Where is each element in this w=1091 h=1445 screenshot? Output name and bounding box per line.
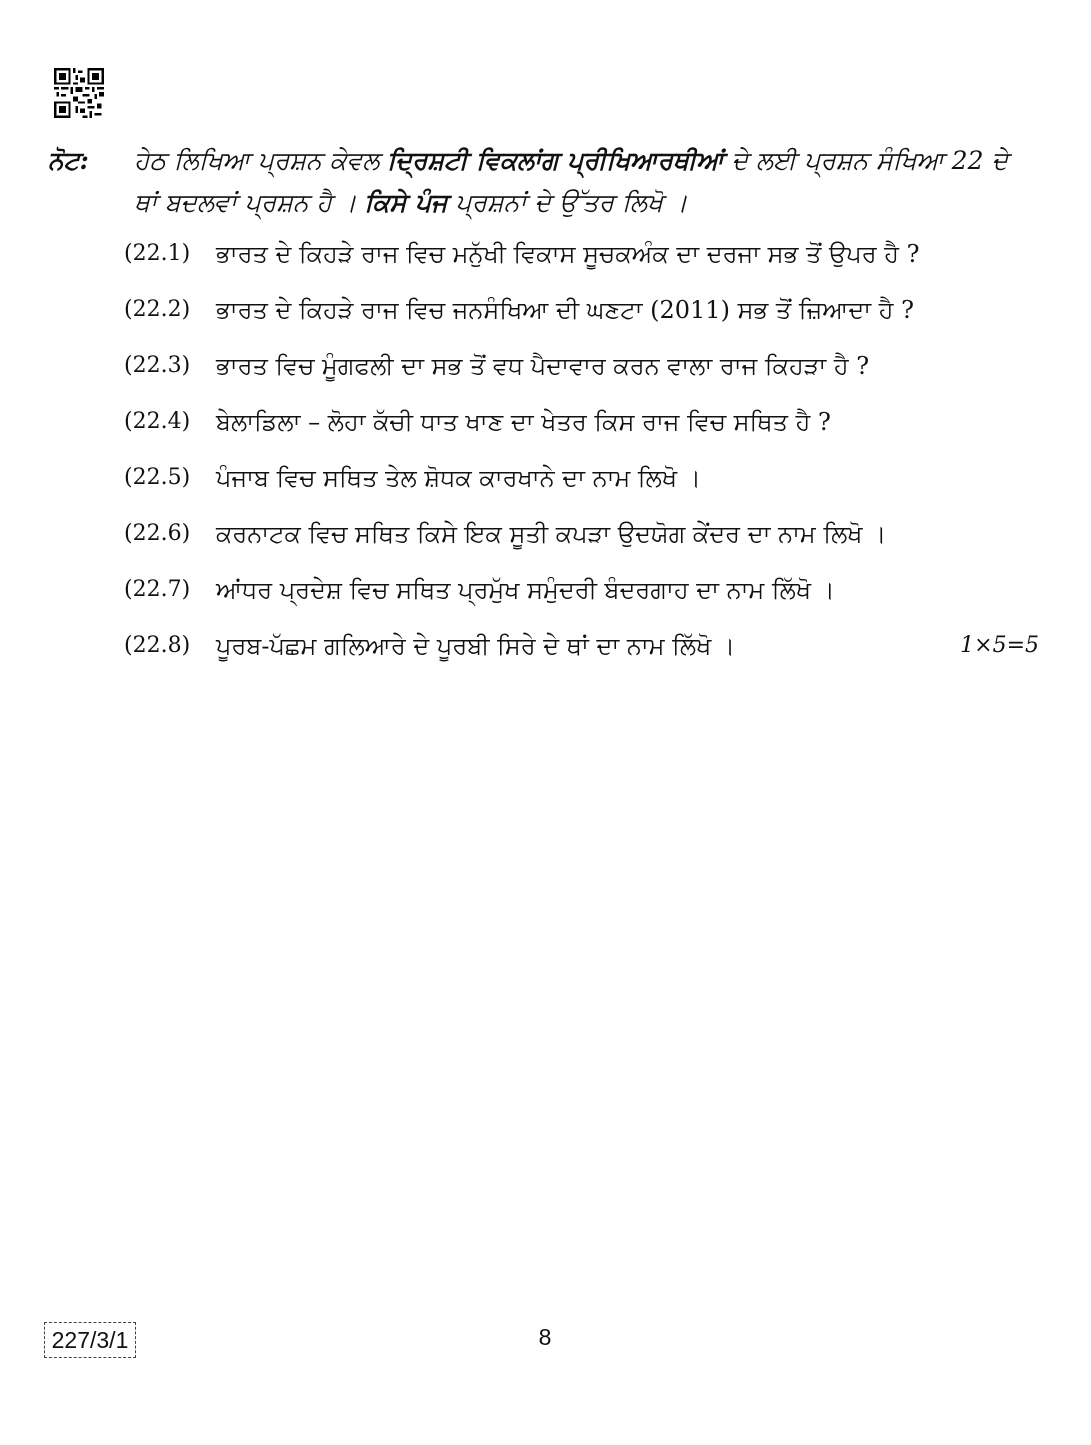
question-text: ਭਾਰਤ ਵਿਚ ਮੂੰਗਫਲੀ ਦਾ ਸਭ ਤੋਂ ਵਧ ਪੈਦਾਵਾਰ ਕਰਨ ਵਾਲਾ ਰਾਜ ਕਿਹੜਾ ਹੈ ? — [216, 352, 870, 380]
question-item — [124, 232, 1039, 276]
note-text-part: ਦੇ ਲਈ ਪ੍ਰਸ਼ਨ ਸੰਖਿਆ 22 ਦੇ ਥਾਂ ਬਦਲਵਾਂ ਪ੍ਰਸ਼ਨ ਹੈ । — [134, 146, 1009, 217]
note-text-part: ਪ੍ਰਸ਼ਨਾਂ ਦੇ ਉੱਤਰ ਲਿਖੋ । — [447, 188, 688, 217]
question-text: ਬੇਲਾਡਿਲਾ – ਲੋਹਾ ਕੱਚੀ ਧਾਤ ਖਾਣ ਦਾ ਖੇਤਰ ਕਿਸ ਰਾਜ ਵਿਚ ਸਥਿਤ ਹੈ ? — [216, 408, 831, 436]
question-text: ਭਾਰਤ ਦੇ ਕਿਹੜੇ ਰਾਜ ਵਿਚ ਮਨੁੱਖੀ ਵਿਕਾਸ ਸੂਚਕਅੰਕ ਦਾ ਦਰਜਾ ਸਭ ਤੋਂ ਉਪਰ ਹੈ ? — [216, 240, 920, 268]
qr-code-icon — [54, 68, 104, 118]
question-text: ਕਰਨਾਟਕ ਵਿਚ ਸਥਿਤ ਕਿਸੇ ਇਕ ਸੂਤੀ ਕਪੜਾ ਉਦਯੋਗ ਕੇਂਦਰ ਦਾ ਨਾਮ ਲਿਖੋ । — [216, 520, 887, 548]
note-text — [134, 140, 1008, 224]
question-item — [124, 288, 1039, 332]
question-item — [124, 512, 1039, 556]
question-number: (22.8) — [124, 633, 191, 658]
question-list — [124, 232, 1039, 680]
question-number: (22.5) — [124, 465, 191, 490]
note-emphasis: ਕਿਸੇ ਪੰਜ — [364, 188, 448, 217]
question-text: ਪੰਜਾਬ ਵਿਚ ਸਥਿਤ ਤੇਲ ਸ਼ੋਧਕ ਕਾਰਖਾਨੇ ਦਾ ਨਾਮ ਲਿਖੋ । — [216, 464, 701, 492]
note-emphasis: ਦ੍ਰਿਸ਼ਟੀ ਵਿਕਲਾਂਗ ਪ੍ਰੀਖਿਆਰਥੀਆਂ — [387, 146, 724, 175]
question-item — [124, 456, 1039, 500]
question-text: ਆਂਧਰ ਪ੍ਰਦੇਸ਼ ਵਿਚ ਸਥਿਤ ਪ੍ਰਮੁੱਖ ਸਮੁੰਦਰੀ ਬੰਦਰਗਾਹ ਦਾ ਨਾਮ ਲਿੱਖੋ । — [216, 576, 835, 604]
question-number: (22.4) — [124, 409, 191, 434]
question-item — [124, 344, 1039, 388]
paper-code: 227/3/1 — [44, 1322, 136, 1358]
page-number: 8 — [538, 1324, 552, 1350]
question-number: (22.1) — [124, 241, 191, 266]
marks-label: 1×5=5 — [960, 633, 1039, 658]
question-number: (22.2) — [124, 297, 191, 322]
question-text: ਪੂਰਬ-ਪੱਛਮ ਗਲਿਆਰੇ ਦੇ ਪੂਰਬੀ ਸਿਰੇ ਦੇ ਥਾਂ ਦਾ ਨਾਮ ਲਿੱਖੋ । — [216, 632, 736, 660]
instruction-note — [48, 140, 1008, 224]
question-item — [124, 568, 1039, 612]
question-number: (22.6) — [124, 521, 191, 546]
question-text: ਭਾਰਤ ਦੇ ਕਿਹੜੇ ਰਾਜ ਵਿਚ ਜਨਸੰਖਿਆ ਦੀ ਘਣਟਾ (2011) ਸਭ ਤੋਂ ਜ਼ਿਆਦਾ ਹੈ ? — [216, 296, 914, 324]
note-label: ਨੋਟ: — [48, 146, 89, 175]
question-item — [124, 400, 1039, 444]
question-number: (22.3) — [124, 353, 191, 378]
question-item — [124, 624, 1039, 668]
note-text-part: ਹੇਠ ਲਿਖਿਆ ਪ੍ਰਸ਼ਨ ਕੇਵਲ — [134, 146, 388, 175]
question-number: (22.7) — [124, 577, 191, 602]
